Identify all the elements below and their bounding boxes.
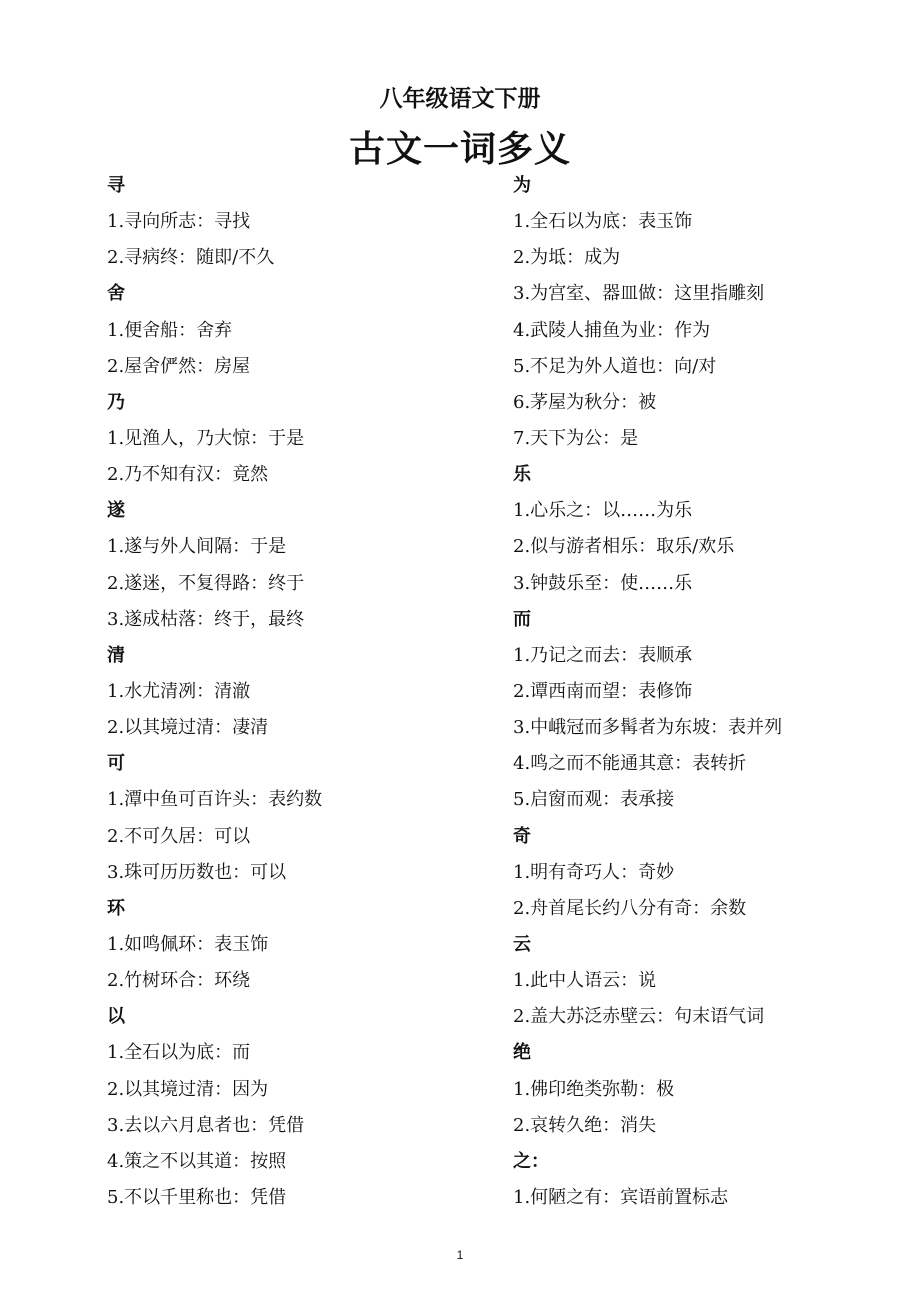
term-group (513, 168, 782, 457)
definition-item: 3.遂成枯落：终于，最终 (107, 608, 305, 630)
definition-item: 5.启窗而观：表承接 (513, 789, 675, 811)
definition-item: 2.寻病终：随即/不久 (107, 247, 275, 269)
document-title: 古文一词多义 (348, 129, 571, 170)
term-heading: 环 (107, 897, 125, 919)
definition-item: 2.不可久居：可以 (107, 825, 251, 847)
definition-item: 2.盖大苏泛赤壁云：句末语气词 (513, 1006, 765, 1028)
definition-item: 3.钟鼓乐至：使……乐 (513, 572, 693, 594)
definition-item: 1.见渔人，乃大惊：于是 (107, 427, 305, 449)
definition-item: 5.不以千里称也：凭借 (107, 1186, 287, 1208)
definition-item: 2.以其境过清：凄清 (107, 717, 269, 739)
definition-item: 3.为宫室、器皿做：这里指雕刻 (513, 283, 765, 305)
definition-item: 2.乃不知有汉：竟然 (107, 464, 269, 486)
definition-item: 4.武陵人捕鱼为业：作为 (513, 319, 711, 341)
definition-item: 2.竹树环合：环绕 (107, 970, 251, 992)
term-heading: 为 (513, 175, 531, 196)
document-subtitle: 八年级语文下册 (379, 86, 541, 112)
term-heading: 绝 (513, 1042, 531, 1064)
definition-item: 2.为坻：成为 (513, 247, 621, 269)
term-heading: 清 (107, 644, 125, 666)
term-heading: 舍 (107, 283, 125, 305)
term-heading: 云 (513, 933, 531, 955)
definition-item: 1.全石以为底：表玉饰 (513, 211, 693, 233)
term-group (107, 999, 322, 1216)
definition-item: 1.如鸣佩环：表玉饰 (107, 933, 269, 955)
definition-item: 1.寻向所志：寻找 (107, 211, 251, 233)
page-number: 1 (456, 1248, 464, 1262)
term-group (513, 819, 782, 927)
term-heading: 之： (513, 1150, 549, 1172)
definition-item: 4.策之不以其道：按照 (107, 1150, 287, 1172)
definition-item: 1.心乐之：以……为乐 (513, 500, 693, 522)
term-heading: 寻 (107, 175, 125, 196)
term-group (513, 927, 782, 1035)
definition-item: 2.遂迷，不复得路：终于 (107, 572, 305, 594)
term-group (513, 1144, 782, 1216)
definition-item: 1.潭中鱼可百许头：表约数 (107, 789, 323, 811)
definition-item: 1.何陋之有：宾语前置标志 (513, 1186, 729, 1208)
definition-item: 2.屋舍俨然：房屋 (107, 355, 251, 377)
term-group (107, 168, 322, 276)
term-heading: 遂 (107, 500, 125, 522)
definition-item: 1.便舍船：舍弃 (107, 319, 233, 341)
definition-item: 1.此中人语云：说 (513, 970, 657, 992)
term-group (513, 1035, 782, 1143)
definition-item: 1.全石以为底：而 (107, 1042, 251, 1064)
definition-item: 2.以其境过清：因为 (107, 1078, 269, 1100)
definition-item: 2.似与游者相乐：取乐/欢乐 (513, 536, 735, 558)
term-heading: 乃 (107, 391, 125, 413)
definition-item: 4.鸣之而不能通其意：表转折 (513, 753, 747, 775)
term-heading: 以 (107, 1006, 125, 1028)
term-heading: 乐 (513, 464, 531, 486)
left-column (107, 168, 322, 1216)
term-group (107, 276, 322, 384)
term-group (513, 457, 782, 602)
definition-item: 2.舟首尾长约八分有奇：余数 (513, 897, 747, 919)
definition-item: 1.遂与外人间隔：于是 (107, 536, 287, 558)
definition-item: 3.中峨冠而多髯者为东坡：表并列 (513, 717, 783, 739)
term-group (107, 493, 322, 638)
term-group (513, 602, 782, 819)
definition-item: 1.佛印绝类弥勒：极 (513, 1078, 675, 1100)
term-group (107, 891, 322, 999)
definition-item: 6.茅屋为秋分：被 (513, 391, 657, 413)
definition-item: 2.哀转久绝：消失 (513, 1114, 657, 1136)
definition-item: 2.谭西南而望：表修饰 (513, 680, 693, 702)
definition-item: 1.水尤清冽：清澈 (107, 680, 251, 702)
term-group (107, 385, 322, 493)
right-column (513, 168, 782, 1216)
term-heading: 可 (107, 753, 125, 775)
term-group (107, 638, 322, 746)
definition-item: 3.珠可历历数也：可以 (107, 861, 287, 883)
term-group (107, 746, 322, 891)
definition-item: 1.乃记之而去：表顺承 (513, 644, 693, 666)
definition-item: 7.天下为公：是 (513, 427, 639, 449)
term-heading: 而 (513, 608, 531, 630)
definition-item: 1.明有奇巧人：奇妙 (513, 861, 675, 883)
term-heading: 奇 (513, 825, 531, 847)
definition-item: 5.不足为外人道也：向/对 (513, 355, 717, 377)
definition-item: 3.去以六月息者也：凭借 (107, 1114, 305, 1136)
